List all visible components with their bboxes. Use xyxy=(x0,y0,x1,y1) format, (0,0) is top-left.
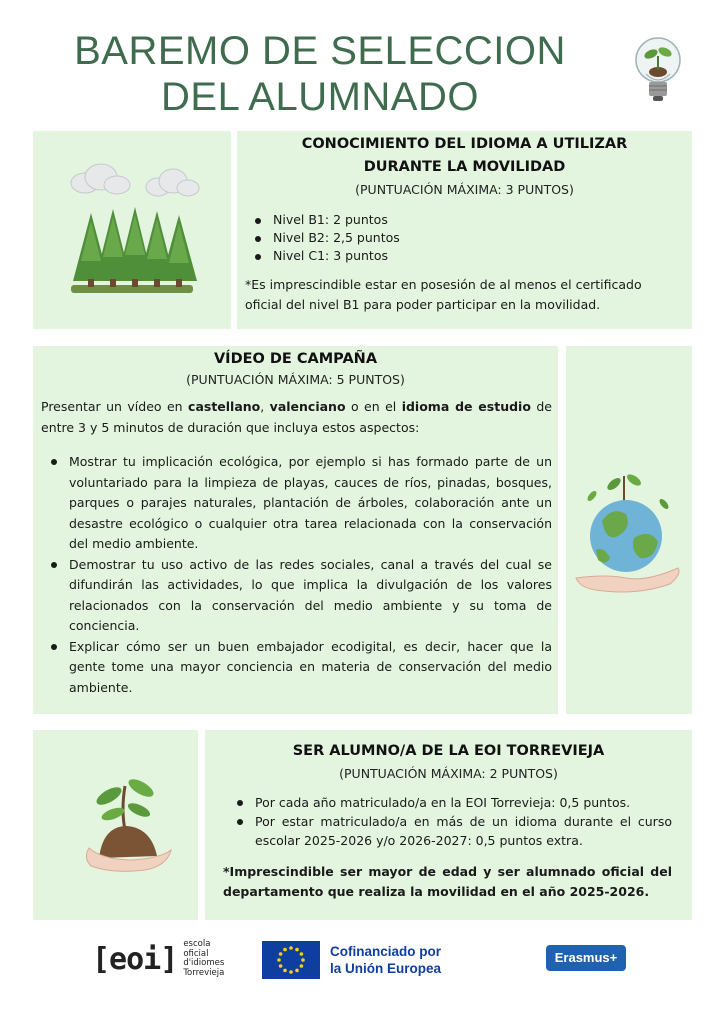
language-knowledge-panel xyxy=(237,131,692,329)
list-item: Por estar matriculado/a en más de un idioma durante el curso escolar 2025-2026 y/o 2026-2027: 0,5 puntos extra. xyxy=(235,812,672,850)
sprout-image-panel xyxy=(33,730,198,920)
forest-illustration-icon xyxy=(33,131,231,329)
title-line-1: BAREMO DE SELECCION xyxy=(74,29,566,73)
title-line-2: DEL ALUMNADO xyxy=(161,75,479,119)
eu-text-line-1: Cofinanciado por xyxy=(330,944,441,959)
intro-bold-valenciano: valenciano xyxy=(269,399,346,414)
eu-text-line-2: la Unión Europea xyxy=(330,961,442,976)
eoi-line: d'idiomes xyxy=(183,958,225,968)
intro-text: o en el xyxy=(345,399,402,414)
eoi-logo-text xyxy=(183,940,224,978)
student-items-list xyxy=(235,793,672,850)
aspects-list xyxy=(49,452,552,698)
eu-text xyxy=(330,943,441,977)
eoi-student-panel xyxy=(205,730,692,920)
intro-text: de entre 3 y 5 minutos de duración que incluya estos aspectos: xyxy=(41,399,552,435)
eoi-line: Torrevieja xyxy=(183,967,225,978)
eoi-mark: [eoi] xyxy=(92,941,178,977)
section1-heading-line-1: CONOCIMIENTO DEL IDIOMA A UTILIZAR xyxy=(301,136,628,152)
section1-note: *Es imprescindible estar en posesión de al menos el certificado oficial del nivel B1 para poder participar en la movilidad. xyxy=(245,277,642,312)
eoi-line: escola xyxy=(183,939,211,949)
erasmus-logo: Erasmus+ xyxy=(546,945,626,971)
eu-flag-icon xyxy=(262,941,320,979)
intro-text: , xyxy=(260,399,270,414)
lightbulb-plant-icon xyxy=(630,34,686,108)
list-item: Por cada año matriculado/a en la EOI Torrevieja: 0,5 puntos. xyxy=(235,793,672,812)
eoi-logo xyxy=(92,940,224,978)
campaign-video-panel xyxy=(33,346,558,714)
intro-bold-study-language: idioma de estudio xyxy=(401,399,531,414)
section2-max-points: (PUNTUACIÓN MÁXIMA: 5 PUNTOS) xyxy=(186,372,405,387)
section1-heading xyxy=(237,133,692,179)
intro-bold-castellano: castellano xyxy=(188,399,261,414)
section1-max-points: (PUNTUACIÓN MÁXIMA: 3 PUNTOS) xyxy=(355,182,574,197)
earth-in-hand-icon xyxy=(566,346,692,714)
eu-cofinanced-logo xyxy=(262,941,441,979)
section1-heading-line-2: DURANTE LA MOVILIDAD xyxy=(363,159,566,175)
list-item: Demostrar tu uso activo de las redes sociales, canal a través del cual se difundirán las actividades, lo que implica la divulgación de los valores relacionados con la conservación del medio ambiente y su toma de conciencia. xyxy=(49,555,552,637)
list-item: Mostrar tu implicación ecológica, por ejemplo si has formado parte de un voluntariado para la limpieza de playas, cauces de ríos, pinadas, bosques, parques o parajes naturales, plantación de árboles, colaboración ante un desastre ecológico o cualquier otra tarea relacionada con la conservación del medio ambiente. xyxy=(49,452,552,555)
section3-max-points: (PUNTUACIÓN MÁXIMA: 2 PUNTOS) xyxy=(339,766,558,781)
list-item: Nivel B1: 2 puntos xyxy=(253,211,692,229)
levels-list xyxy=(253,211,692,265)
earth-image-panel xyxy=(566,346,692,714)
section2-heading: VÍDEO DE CAMPAÑA xyxy=(213,351,378,367)
section3-note: *Imprescindible ser mayor de edad y ser alumnado oficial del departamento que realiza la movilidad en el año 2025-2026. xyxy=(223,864,672,899)
sprout-in-hand-icon xyxy=(33,730,198,920)
list-item: Nivel C1: 3 puntos xyxy=(253,247,692,265)
list-item: Nivel B2: 2,5 puntos xyxy=(253,229,692,247)
eoi-line: oficial xyxy=(183,948,209,959)
intro-text: Presentar un vídeo en xyxy=(41,399,189,414)
section3-heading: SER ALUMNO/A DE LA EOI TORREVIEJA xyxy=(292,743,605,759)
page-title xyxy=(40,28,600,120)
section2-intro xyxy=(41,397,552,438)
list-item: Explicar cómo ser un buen embajador ecodigital, es decir, hacer que la gente tome una mayor conciencia en materia de conservación del medio ambiente. xyxy=(49,637,552,699)
forest-image-panel xyxy=(33,131,231,329)
